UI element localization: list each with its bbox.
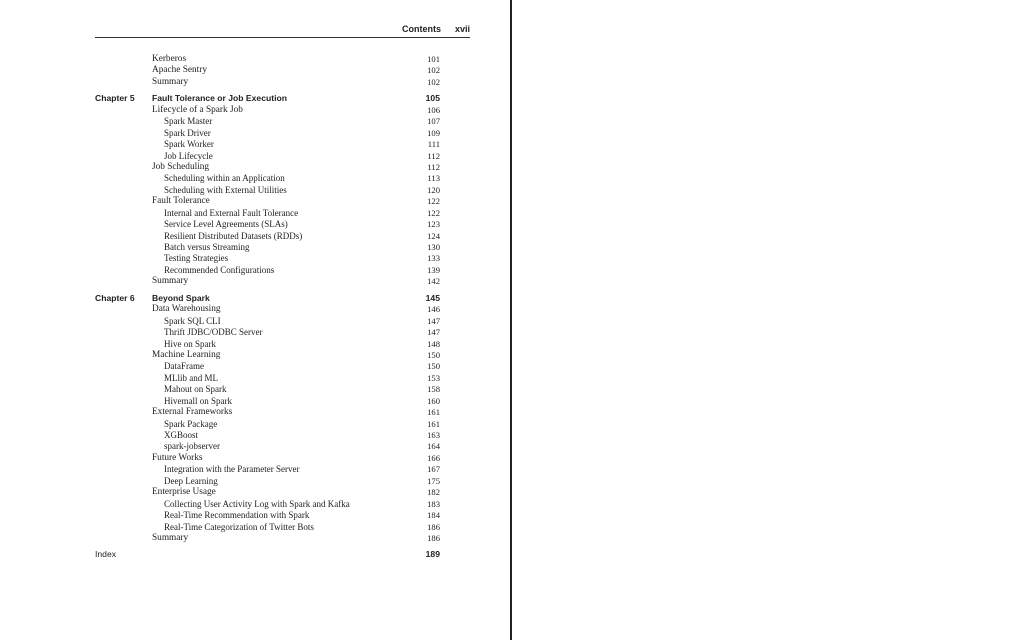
toc-entry-label: Spark Driver [164,127,211,138]
toc-page-number: 122 [427,196,440,207]
toc-entry-label: Batch versus Streaming [164,242,250,252]
toc-entry-label: Mahout on Spark [164,384,227,395]
toc-page-number: 102 [427,76,440,87]
toc-entry-row[interactable] [0,265,510,276]
toc-page-number: 130 [427,242,440,252]
toc-page-number: 147 [427,315,440,326]
toc-entry-label: Recommended Configurations [164,264,275,275]
toc-page-number: 150 [427,349,440,360]
toc-entry-row[interactable] [0,373,510,384]
toc-entry-label: Fault Tolerance or Job Execution [152,93,287,104]
toc-entry-label: Real-Time Categorization of Twitter Bots [164,521,314,532]
toc-entry-label: MLlib and ML [164,372,218,383]
toc-entry-row[interactable] [0,185,510,196]
toc-page-number: 109 [427,127,440,138]
toc-entry-label: Collecting User Activity Log with Spark and Kafka [164,498,350,509]
toc-entry-label: Fault Tolerance [152,196,210,207]
toc-entry-label: spark-jobserver [164,441,220,452]
toc-page-number: 112 [427,150,440,161]
toc-entry-label: Testing Strategies [164,253,229,264]
toc-entry-label: Summary [152,532,189,543]
toc-page-number: 145 [425,292,440,303]
toc-page-number: 186 [427,532,440,543]
toc-entry-row[interactable] [0,464,510,475]
toc-entry-row[interactable] [0,339,510,350]
toc-entry-row[interactable] [0,208,510,219]
toc-index-row[interactable] [0,549,510,560]
chapter-number: Chapter 5 [95,93,135,104]
toc-page-number: 101 [427,54,440,64]
toc-entry-row[interactable] [0,430,510,441]
toc-entry-row[interactable] [0,316,510,327]
toc-entry-row[interactable] [0,304,510,315]
toc-entry-row[interactable] [0,533,510,544]
toc-page-number: 163 [427,430,440,440]
page-divider [510,0,512,640]
toc-entry-label: Future Works [152,452,203,463]
toc-entry-row[interactable] [0,419,510,430]
toc-entry-row[interactable] [0,173,510,184]
toc-entry-row[interactable] [0,327,510,338]
toc-page-number: 183 [427,498,440,509]
toc-page-number: 167 [427,464,440,475]
toc-page-number: 146 [427,304,440,315]
toc-entry-row[interactable] [0,196,510,207]
toc-page-number: 153 [427,372,440,383]
toc-entry-row[interactable] [0,128,510,139]
toc-entry-row[interactable] [0,476,510,487]
toc-entry-row[interactable] [0,65,510,76]
toc-page-number: 142 [427,276,440,287]
toc-page-number: 160 [427,395,440,406]
toc-page-number: 184 [427,510,440,521]
toc-page-number: 158 [427,384,440,395]
toc-entry-label: Job Lifecycle [164,150,213,161]
table-of-contents [0,54,510,561]
toc-entry-label: Real-Time Recommendation with Spark [164,510,310,521]
toc-entry-label: External Frameworks [152,407,233,418]
toc-entry-row[interactable] [0,361,510,372]
toc-entry-label: Beyond Spark [152,292,210,303]
toc-page-number: 147 [427,327,440,338]
toc-entry-label: Summary [152,76,189,87]
header-page-number: xvii [454,24,470,34]
toc-entry-row[interactable] [0,151,510,162]
toc-page-number: 133 [427,253,440,264]
toc-page-number: 182 [427,487,440,498]
toc-page-number: 111 [427,139,440,150]
toc-entry-label: XGBoost [164,430,199,440]
toc-page-number: 186 [427,521,440,532]
toc-entry-row[interactable] [0,487,510,498]
header-title: Contents [402,24,441,34]
toc-page-number: 166 [427,452,440,463]
toc-entry-label: Kerberos [152,54,187,64]
toc-entry-row[interactable] [0,396,510,407]
toc-entry-label: Data Warehousing [152,304,221,315]
toc-entry-row[interactable] [0,384,510,395]
toc-entry-row[interactable] [0,522,510,533]
toc-entry-row[interactable] [0,242,510,253]
toc-page-number: 112 [427,161,440,172]
toc-page-number: 120 [427,184,440,195]
toc-entry-label: Spark Worker [164,139,214,150]
toc-page-number: 106 [427,104,440,115]
toc-page-number: 122 [427,207,440,218]
toc-entry-row[interactable] [0,77,510,88]
toc-entry-label: Hivemall on Spark [164,395,232,406]
chapter-number: Chapter 6 [95,292,135,303]
toc-entry-label: Resilient Distributed Datasets (RDDs) [164,230,303,241]
toc-page-number: 161 [427,418,440,429]
toc-entry-row[interactable] [0,116,510,127]
toc-page-number: 102 [427,65,440,76]
toc-entry-label: Machine Learning [152,349,221,360]
toc-entry-label: DataFrame [164,361,204,372]
toc-entry-label: Apache Sentry [152,65,207,76]
toc-entry-label: Internal and External Fault Tolerance [164,207,299,218]
toc-page-number: 105 [425,93,440,104]
toc-entry-row[interactable] [0,510,510,521]
toc-page-number: 150 [427,361,440,372]
toc-page-number: 113 [427,173,440,184]
toc-entry-label: Spark Master [164,116,213,127]
toc-page-number: 175 [427,475,440,486]
toc-entry-row[interactable] [0,219,510,230]
book-page [0,0,510,640]
toc-entry-label: Hive on Spark [164,338,216,349]
toc-entry-row[interactable] [0,499,510,510]
toc-entry-label: Scheduling within an Application [164,173,285,184]
toc-entry-row[interactable] [0,253,510,264]
toc-entry-label: Deep Learning [164,475,218,486]
toc-entry-label: Spark SQL CLI [164,315,221,326]
toc-entry-row[interactable] [0,407,510,418]
toc-entry-label: Lifecycle of a Spark Job [152,104,243,115]
running-header [95,23,470,38]
toc-chapter-row[interactable] [0,293,510,304]
toc-page-number: 123 [427,219,440,230]
toc-entry-row[interactable] [0,441,510,452]
toc-chapter-row[interactable] [0,93,510,104]
toc-page-number: 139 [427,264,440,275]
toc-entry-row[interactable] [0,231,510,242]
toc-entry-label: Thrift JDBC/ODBC Server [164,327,263,338]
toc-entry-label: Integration with the Parameter Server [164,464,300,475]
toc-entry-row[interactable] [0,453,510,464]
toc-page-number: 124 [427,230,440,241]
toc-entry-label: Enterprise Usage [152,487,216,498]
toc-entry-row[interactable] [0,54,510,65]
toc-entry-row[interactable] [0,276,510,287]
toc-entry-row[interactable] [0,162,510,173]
toc-page-number: 189 [425,549,440,560]
toc-entry-row[interactable] [0,139,510,150]
toc-entry-label: Scheduling with External Utilities [164,184,287,195]
toc-entry-label: Summary [152,276,189,287]
toc-entry-label: Index [95,549,117,560]
toc-page-number: 148 [427,338,440,349]
toc-page-number: 107 [427,116,440,127]
toc-entry-row[interactable] [0,350,510,361]
toc-entry-label: Spark Package [164,418,218,429]
toc-page-number: 164 [427,441,440,452]
toc-entry-label: Service Level Agreements (SLAs) [164,219,288,230]
toc-entry-label: Job Scheduling [152,161,210,172]
toc-page-number: 161 [427,407,440,418]
toc-entry-row[interactable] [0,105,510,116]
